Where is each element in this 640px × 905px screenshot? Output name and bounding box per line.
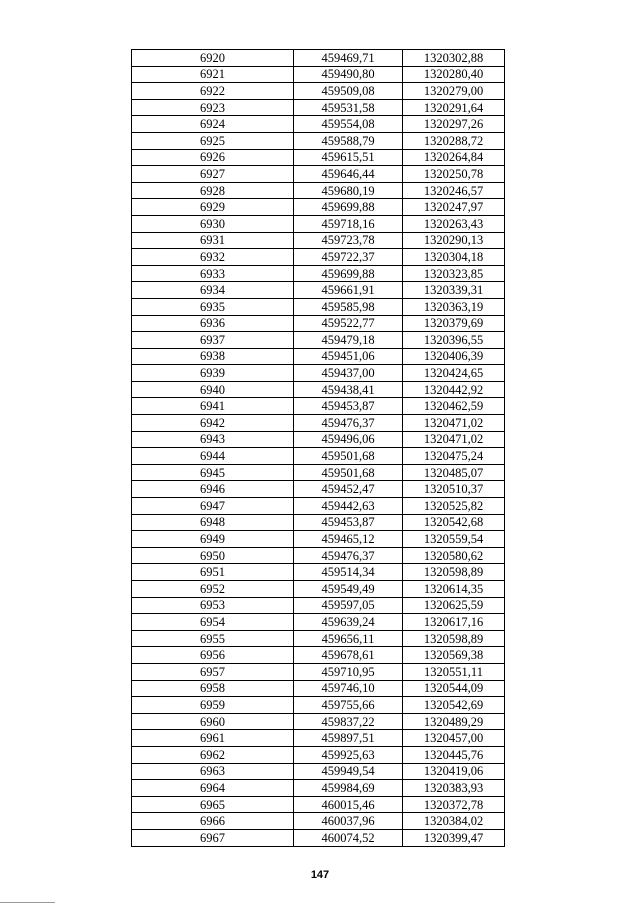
x-coordinate-cell: 459453,87 (294, 514, 403, 531)
point-number-cell: 6929 (132, 199, 294, 216)
y-coordinate-cell: 1320614,35 (403, 581, 505, 598)
y-coordinate-cell: 1320457,00 (403, 730, 505, 747)
point-number-cell: 6936 (132, 315, 294, 332)
x-coordinate-cell: 459585,98 (294, 298, 403, 315)
x-coordinate-cell: 459699,88 (294, 265, 403, 282)
point-number-cell: 6927 (132, 166, 294, 183)
point-number-cell: 6955 (132, 630, 294, 647)
point-number-cell: 6920 (132, 50, 294, 67)
y-coordinate-cell: 1320598,89 (403, 630, 505, 647)
page-number: 147 (310, 869, 330, 881)
table-row (132, 99, 505, 116)
y-coordinate-cell: 1320445,76 (403, 746, 505, 763)
table-row (132, 663, 505, 680)
y-coordinate-cell: 1320625,59 (403, 597, 505, 614)
x-coordinate-cell: 459509,08 (294, 83, 403, 100)
table-row (132, 265, 505, 282)
y-coordinate-cell: 1320280,40 (403, 66, 505, 83)
table-row (132, 381, 505, 398)
x-coordinate-cell: 459661,91 (294, 282, 403, 299)
table-row (132, 116, 505, 133)
x-coordinate-cell: 459897,51 (294, 730, 403, 747)
x-coordinate-cell: 459837,22 (294, 713, 403, 730)
point-number-cell: 6959 (132, 697, 294, 714)
point-number-cell: 6956 (132, 647, 294, 664)
y-coordinate-cell: 1320247,97 (403, 199, 505, 216)
table-row (132, 66, 505, 83)
y-coordinate-cell: 1320250,78 (403, 166, 505, 183)
y-coordinate-cell: 1320485,07 (403, 464, 505, 481)
x-coordinate-cell: 459597,05 (294, 597, 403, 614)
x-coordinate-cell: 459437,00 (294, 365, 403, 382)
point-number-cell: 6930 (132, 215, 294, 232)
table-row (132, 630, 505, 647)
y-coordinate-cell: 1320471,02 (403, 431, 505, 448)
table-row (132, 149, 505, 166)
point-number-cell: 6932 (132, 249, 294, 266)
x-coordinate-cell: 459646,44 (294, 166, 403, 183)
point-number-cell: 6939 (132, 365, 294, 382)
y-coordinate-cell: 1320475,24 (403, 448, 505, 465)
x-coordinate-cell: 459718,16 (294, 215, 403, 232)
point-number-cell: 6925 (132, 132, 294, 149)
point-number-cell: 6961 (132, 730, 294, 747)
point-number-cell: 6940 (132, 381, 294, 398)
y-coordinate-cell: 1320379,69 (403, 315, 505, 332)
y-coordinate-cell: 1320617,16 (403, 614, 505, 631)
y-coordinate-cell: 1320442,92 (403, 381, 505, 398)
y-coordinate-cell: 1320304,18 (403, 249, 505, 266)
table-row (132, 713, 505, 730)
table-row (132, 315, 505, 332)
table-row (132, 132, 505, 149)
table-row (132, 282, 505, 299)
footer-rule (0, 902, 55, 903)
point-number-cell: 6953 (132, 597, 294, 614)
table-row (132, 531, 505, 548)
table-row (132, 680, 505, 697)
table-row (132, 464, 505, 481)
table-row (132, 83, 505, 100)
point-number-cell: 6947 (132, 498, 294, 515)
point-number-cell: 6933 (132, 265, 294, 282)
x-coordinate-cell: 459615,51 (294, 149, 403, 166)
x-coordinate-cell: 459746,10 (294, 680, 403, 697)
table-row (132, 498, 505, 515)
y-coordinate-cell: 1320263,43 (403, 215, 505, 232)
x-coordinate-cell: 459479,18 (294, 332, 403, 349)
point-number-cell: 6966 (132, 813, 294, 830)
table-row (132, 746, 505, 763)
point-number-cell: 6967 (132, 829, 294, 846)
x-coordinate-cell: 459476,37 (294, 547, 403, 564)
table-row (132, 813, 505, 830)
x-coordinate-cell: 459453,87 (294, 398, 403, 415)
y-coordinate-cell: 1320396,55 (403, 332, 505, 349)
table-row (132, 348, 505, 365)
y-coordinate-cell: 1320559,54 (403, 531, 505, 548)
y-coordinate-cell: 1320551,11 (403, 663, 505, 680)
point-number-cell: 6946 (132, 481, 294, 498)
table-row (132, 564, 505, 581)
table-row (132, 249, 505, 266)
x-coordinate-cell: 459723,78 (294, 232, 403, 249)
table-row (132, 481, 505, 498)
x-coordinate-cell: 459710,95 (294, 663, 403, 680)
x-coordinate-cell: 459656,11 (294, 630, 403, 647)
x-coordinate-cell: 459442,63 (294, 498, 403, 515)
point-number-cell: 6948 (132, 514, 294, 531)
x-coordinate-cell: 459531,58 (294, 99, 403, 116)
table-row (132, 50, 505, 67)
x-coordinate-cell: 460037,96 (294, 813, 403, 830)
point-number-cell: 6957 (132, 663, 294, 680)
point-number-cell: 6945 (132, 464, 294, 481)
y-coordinate-cell: 1320542,69 (403, 697, 505, 714)
point-number-cell: 6926 (132, 149, 294, 166)
x-coordinate-cell: 459476,37 (294, 415, 403, 432)
table-row (132, 614, 505, 631)
point-number-cell: 6964 (132, 780, 294, 797)
x-coordinate-cell: 459490,80 (294, 66, 403, 83)
point-number-cell: 6960 (132, 713, 294, 730)
point-number-cell: 6951 (132, 564, 294, 581)
table-row (132, 448, 505, 465)
point-number-cell: 6935 (132, 298, 294, 315)
y-coordinate-cell: 1320384,02 (403, 813, 505, 830)
y-coordinate-cell: 1320569,38 (403, 647, 505, 664)
point-number-cell: 6943 (132, 431, 294, 448)
table-row (132, 647, 505, 664)
table-row (132, 415, 505, 432)
point-number-cell: 6949 (132, 531, 294, 548)
table-row (132, 298, 505, 315)
point-number-cell: 6952 (132, 581, 294, 598)
x-coordinate-cell: 459465,12 (294, 531, 403, 548)
point-number-cell: 6923 (132, 99, 294, 116)
point-number-cell: 6938 (132, 348, 294, 365)
y-coordinate-cell: 1320544,09 (403, 680, 505, 697)
y-coordinate-cell: 1320525,82 (403, 498, 505, 515)
y-coordinate-cell: 1320489,29 (403, 713, 505, 730)
x-coordinate-cell: 459451,06 (294, 348, 403, 365)
y-coordinate-cell: 1320383,93 (403, 780, 505, 797)
table-row (132, 796, 505, 813)
table-row (132, 829, 505, 846)
point-number-cell: 6950 (132, 547, 294, 564)
table-row (132, 215, 505, 232)
x-coordinate-cell: 459699,88 (294, 199, 403, 216)
point-number-cell: 6963 (132, 763, 294, 780)
x-coordinate-cell: 460015,46 (294, 796, 403, 813)
x-coordinate-cell: 459984,69 (294, 780, 403, 797)
table-row (132, 431, 505, 448)
point-number-cell: 6928 (132, 182, 294, 199)
y-coordinate-cell: 1320264,84 (403, 149, 505, 166)
y-coordinate-cell: 1320462,59 (403, 398, 505, 415)
x-coordinate-cell: 459755,66 (294, 697, 403, 714)
y-coordinate-cell: 1320471,02 (403, 415, 505, 432)
table-row (132, 730, 505, 747)
x-coordinate-cell: 459496,06 (294, 431, 403, 448)
table-row (132, 398, 505, 415)
x-coordinate-cell: 459438,41 (294, 381, 403, 398)
y-coordinate-cell: 1320399,47 (403, 829, 505, 846)
point-number-cell: 6941 (132, 398, 294, 415)
coordinate-table-body (132, 50, 505, 847)
y-coordinate-cell: 1320510,37 (403, 481, 505, 498)
y-coordinate-cell: 1320290,13 (403, 232, 505, 249)
y-coordinate-cell: 1320424,65 (403, 365, 505, 382)
point-number-cell: 6954 (132, 614, 294, 631)
x-coordinate-cell: 459514,34 (294, 564, 403, 581)
point-number-cell: 6942 (132, 415, 294, 432)
y-coordinate-cell: 1320542,68 (403, 514, 505, 531)
point-number-cell: 6921 (132, 66, 294, 83)
table-row (132, 547, 505, 564)
y-coordinate-cell: 1320339,31 (403, 282, 505, 299)
x-coordinate-cell: 459522,77 (294, 315, 403, 332)
y-coordinate-cell: 1320246,57 (403, 182, 505, 199)
y-coordinate-cell: 1320297,26 (403, 116, 505, 133)
x-coordinate-cell: 459588,79 (294, 132, 403, 149)
table-row (132, 763, 505, 780)
y-coordinate-cell: 1320580,62 (403, 547, 505, 564)
table-row (132, 166, 505, 183)
y-coordinate-cell: 1320372,78 (403, 796, 505, 813)
table-row (132, 199, 505, 216)
x-coordinate-cell: 459554,08 (294, 116, 403, 133)
table-row (132, 232, 505, 249)
x-coordinate-cell: 460074,52 (294, 829, 403, 846)
x-coordinate-cell: 459722,37 (294, 249, 403, 266)
y-coordinate-cell: 1320363,19 (403, 298, 505, 315)
x-coordinate-cell: 459469,71 (294, 50, 403, 67)
x-coordinate-cell: 459501,68 (294, 464, 403, 481)
table-row (132, 182, 505, 199)
x-coordinate-cell: 459501,68 (294, 448, 403, 465)
x-coordinate-cell: 459949,54 (294, 763, 403, 780)
point-number-cell: 6958 (132, 680, 294, 697)
table-row (132, 365, 505, 382)
y-coordinate-cell: 1320288,72 (403, 132, 505, 149)
y-coordinate-cell: 1320291,64 (403, 99, 505, 116)
point-number-cell: 6962 (132, 746, 294, 763)
point-number-cell: 6934 (132, 282, 294, 299)
y-coordinate-cell: 1320279,00 (403, 83, 505, 100)
table-row (132, 697, 505, 714)
y-coordinate-cell: 1320406,39 (403, 348, 505, 365)
table-row (132, 597, 505, 614)
point-number-cell: 6931 (132, 232, 294, 249)
point-number-cell: 6922 (132, 83, 294, 100)
point-number-cell: 6937 (132, 332, 294, 349)
table-row (132, 514, 505, 531)
x-coordinate-cell: 459678,61 (294, 647, 403, 664)
y-coordinate-cell: 1320419,06 (403, 763, 505, 780)
point-number-cell: 6944 (132, 448, 294, 465)
y-coordinate-cell: 1320323,85 (403, 265, 505, 282)
point-number-cell: 6965 (132, 796, 294, 813)
x-coordinate-cell: 459452,47 (294, 481, 403, 498)
table-row (132, 581, 505, 598)
x-coordinate-cell: 459925,63 (294, 746, 403, 763)
table-row (132, 780, 505, 797)
table-row (132, 332, 505, 349)
y-coordinate-cell: 1320598,89 (403, 564, 505, 581)
x-coordinate-cell: 459639,24 (294, 614, 403, 631)
point-number-cell: 6924 (132, 116, 294, 133)
x-coordinate-cell: 459549,49 (294, 581, 403, 598)
y-coordinate-cell: 1320302,88 (403, 50, 505, 67)
x-coordinate-cell: 459680,19 (294, 182, 403, 199)
coordinate-table (131, 49, 505, 847)
